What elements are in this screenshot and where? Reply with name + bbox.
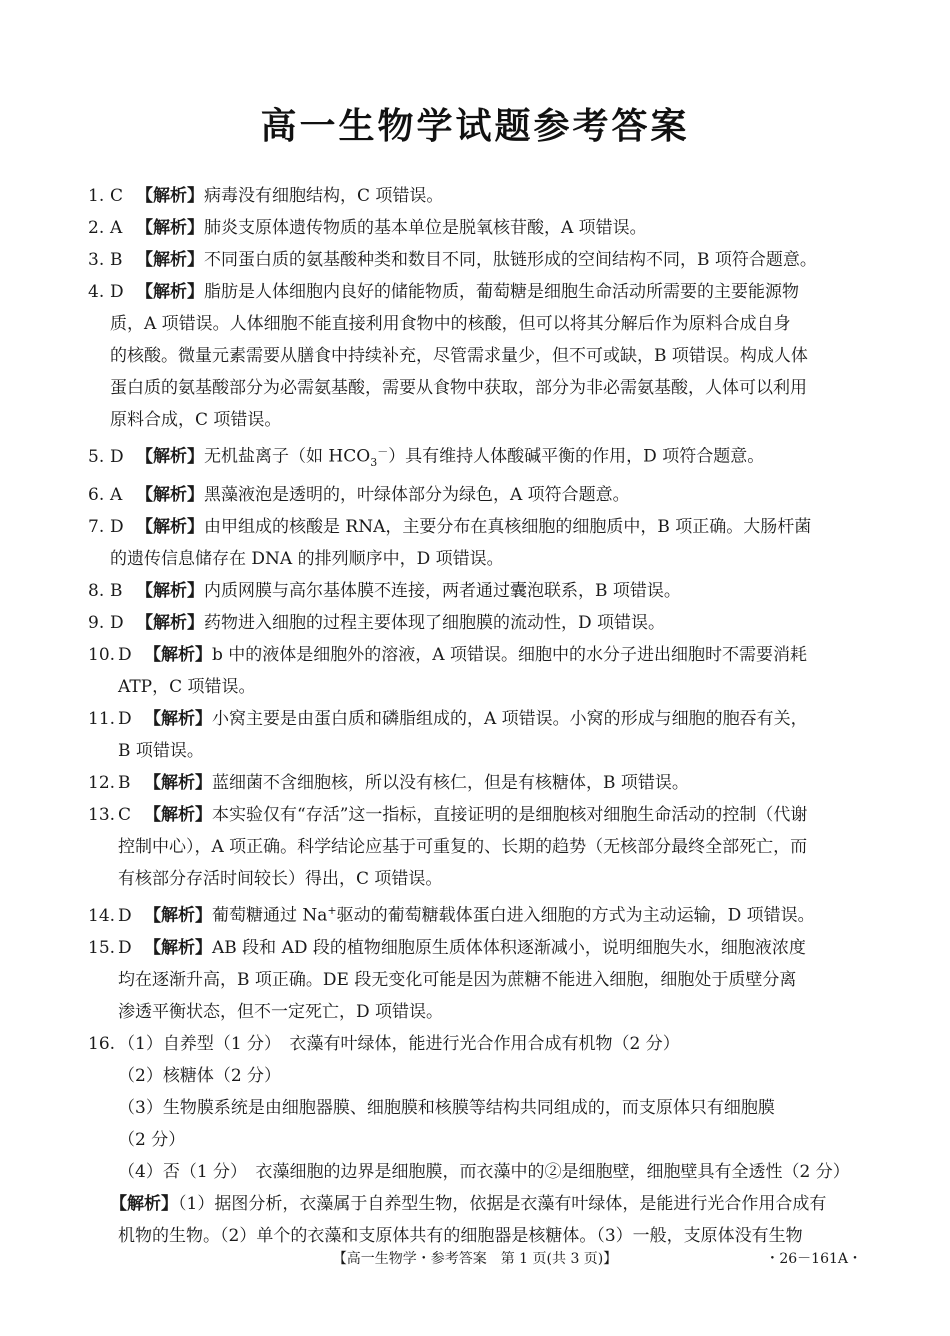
answer-letter: B bbox=[118, 773, 131, 794]
answer-letter: C bbox=[110, 186, 124, 206]
analysis-continuation: 有核部分存活时间较长）得出，C 项错误。 bbox=[118, 869, 443, 890]
question-number: 4. bbox=[88, 282, 105, 302]
analysis-tag: 【 解析 】 bbox=[144, 645, 212, 665]
analysis-tag: 【 解析 】 bbox=[136, 447, 204, 467]
analysis-continuation: 机物的生物。（2）单个的衣藻和支原体共有的细胞器是核糖体。（3）一般，支原体没有生物 bbox=[118, 1225, 803, 1246]
analysis-tag: 【 解析 】 bbox=[136, 613, 204, 633]
page-title: 高一生物学试题参考答案 bbox=[260, 106, 690, 147]
answer-letter: C bbox=[118, 805, 132, 826]
sub-answer: （1）自养型（1 分） 衣藻有叶绿体，能进行光合作用合成有机物（2 分） bbox=[118, 1033, 680, 1054]
question-number: 14. bbox=[88, 905, 116, 926]
analysis-text: 驱动的葡萄糖载体蛋白进入细胞的方式为主动运输，D 项错误。 bbox=[336, 905, 815, 926]
question-number: 8. bbox=[88, 581, 105, 602]
question-number: 12. bbox=[88, 773, 116, 794]
analysis-text: ）具有维持人体酸碱平衡的作用，D 项符合题意。 bbox=[388, 446, 765, 467]
analysis-tag: 【 解析 】 bbox=[110, 1194, 178, 1214]
question-number: 11. bbox=[88, 709, 116, 730]
answer-first-line bbox=[88, 575, 863, 607]
analysis-text: 脂肪是人体细胞内良好的储能物质，葡萄糖是细胞生命活动所需要的主要能源物 bbox=[204, 282, 799, 302]
analysis-text: 肺炎支原体遗传物质的基本单位是脱氧核苷酸，A 项错误。 bbox=[204, 218, 647, 238]
answer-letter: A bbox=[110, 218, 123, 238]
analysis-text: AB 段和 AD 段的植物细胞原生质体体积逐渐减小，说明细胞失水，细胞液浓度 bbox=[212, 937, 806, 958]
answer-item bbox=[88, 276, 863, 436]
answer-item bbox=[88, 639, 863, 703]
answer-first-line bbox=[88, 244, 863, 276]
analysis-text: 不同蛋白质的氨基酸种类和数目不同，肽链形成的空间结构不同，B 项符合题意。 bbox=[204, 250, 817, 270]
analysis-tag: 【 解析 】 bbox=[144, 906, 212, 926]
answer-item bbox=[88, 607, 863, 639]
answer-first-line bbox=[88, 767, 863, 799]
answer-letter: D bbox=[110, 613, 124, 634]
answer-letter: D bbox=[118, 905, 132, 926]
answer-item bbox=[88, 212, 863, 244]
answer-first-line bbox=[88, 703, 863, 735]
footer-code: ・26－161A・ bbox=[765, 1251, 862, 1267]
question-number: 9. bbox=[88, 613, 105, 634]
question-number: 10. bbox=[88, 645, 116, 666]
answer-item bbox=[88, 895, 863, 932]
analysis-continuation: 的核酸。微量元素需要从膳食中持续补充，尽管需求量少，但不可或缺，B 项错误。构成人体 bbox=[110, 346, 808, 366]
answer-item bbox=[88, 436, 863, 479]
answer-list bbox=[88, 180, 863, 1252]
analysis-continuation: 质，A 项错误。人体细胞不能直接利用食物中的核酸，但可以将其分解后作为原料合成自身 bbox=[110, 314, 791, 334]
answer-item bbox=[88, 703, 863, 767]
answer-letter: B bbox=[110, 581, 123, 602]
question-number: 3. bbox=[88, 250, 105, 270]
analysis-continuation: B 项错误。 bbox=[118, 741, 204, 762]
answer-first-line bbox=[88, 180, 863, 212]
answer-first-line bbox=[88, 212, 863, 244]
sub-answer: （2）核糖体（2 分） bbox=[118, 1065, 282, 1086]
analysis-text: 病毒没有细胞结构，C 项错误。 bbox=[204, 186, 444, 206]
analysis-text: 内质网膜与高尔基体膜不连接，两者通过囊泡联系，B 项错误。 bbox=[204, 581, 681, 602]
answer-letter: A bbox=[110, 485, 123, 506]
analysis-tag: 【 解析 】 bbox=[136, 517, 204, 537]
answer-first-line bbox=[88, 932, 863, 964]
analysis-text: （1）据图分析，衣藻属于自养型生物，依据是衣藻有叶绿体，是能进行光合作用合成有 bbox=[178, 1193, 827, 1214]
analysis-continuation: 均在逐渐升高，B 项正确。DE 段无变化可能是因为蔗糖不能进入细胞，细胞处于质壁分离 bbox=[118, 969, 797, 990]
answer-first-line bbox=[88, 607, 863, 639]
answer-first-line bbox=[88, 1028, 863, 1060]
question-number: 13. bbox=[88, 805, 116, 826]
answer-letter: D bbox=[118, 709, 132, 730]
question-number: 5. bbox=[88, 446, 105, 467]
answer-first-line bbox=[88, 479, 863, 511]
analysis-text: 葡萄糖通过 Na bbox=[212, 905, 328, 926]
analysis-tag: 【 解析 】 bbox=[136, 218, 204, 238]
analysis-text: 黑藻液泡是透明的，叶绿体部分为绿色，A 项符合题意。 bbox=[204, 485, 630, 506]
analysis-continuation: 控制中心），A 项正确。科学结论应基于可重复的、长期的趋势（无核部分最终全部死亡，而 bbox=[118, 837, 808, 858]
analysis-tag: 【 解析 】 bbox=[144, 938, 212, 958]
answer-item bbox=[88, 799, 863, 895]
question-number: 7. bbox=[88, 517, 105, 538]
analysis-text: 本实验仅有“存活”这一指标，直接证明的是细胞核对细胞生命活动的控制（代谢 bbox=[212, 805, 808, 826]
question-number: 16. bbox=[88, 1033, 116, 1054]
analysis-text: 无机盐离子（如 HCO bbox=[204, 446, 371, 467]
analysis-continuation: 渗透平衡状态，但不一定死亡，D 项错误。 bbox=[118, 1001, 444, 1022]
answer-item bbox=[88, 575, 863, 607]
answer-letter: D bbox=[110, 446, 124, 467]
analysis-text: 药物进入细胞的过程主要体现了细胞膜的流动性，D 项错误。 bbox=[204, 613, 666, 634]
analysis-continuation: 原料合成，C 项错误。 bbox=[110, 410, 282, 430]
analysis-text: 蓝细菌不含细胞核，所以没有核仁，但是有核糖体，B 项错误。 bbox=[212, 773, 689, 794]
answer-item bbox=[88, 244, 863, 276]
sub-answer: （3）生物膜系统是由细胞器膜、细胞膜和核膜等结构共同组成的，而支原体只有细胞膜 bbox=[118, 1097, 775, 1118]
question-number: 2. bbox=[88, 218, 105, 238]
answer-item bbox=[88, 511, 863, 575]
analysis-tag: 【 解析 】 bbox=[144, 805, 212, 825]
answer-first-line bbox=[88, 276, 863, 308]
analysis-continuation: 的遗传信息储存在 DNA 的排列顺序中，D 项错误。 bbox=[110, 549, 504, 570]
answer-item bbox=[88, 180, 863, 212]
answer-first-line bbox=[88, 895, 863, 932]
analysis-continuation: ATP，C 项错误。 bbox=[118, 677, 256, 698]
analysis-text: 小窝主要是由蛋白质和磷脂组成的，A 项错误。小窝的形成与细胞的胞吞有关， bbox=[212, 709, 808, 730]
answer-first-line bbox=[88, 799, 863, 831]
question-number: 15. bbox=[88, 937, 116, 958]
analysis-tag: 【 解析 】 bbox=[136, 581, 204, 601]
answer-item bbox=[88, 767, 863, 799]
analysis-tag: 【 解析 】 bbox=[136, 250, 204, 270]
sub-answer: （4）否（1 分） 衣藻细胞的边界是细胞膜，而衣藻中的②是细胞壁，细胞壁具有全透性（2 分） bbox=[118, 1161, 850, 1182]
sub-answer: （2 分） bbox=[118, 1129, 186, 1150]
question-number: 6. bbox=[88, 485, 105, 506]
superscript: － bbox=[377, 445, 389, 458]
answer-letter: D bbox=[118, 937, 132, 958]
analysis-text: 由甲组成的核酸是 RNA，主要分布在真核细胞的细胞质中，B 项正确。大肠杆菌 bbox=[204, 517, 812, 538]
answer-letter: B bbox=[110, 250, 123, 270]
answer-first-line bbox=[88, 511, 863, 543]
answer-letter: D bbox=[118, 645, 132, 666]
answer-letter: D bbox=[110, 517, 124, 538]
superscript: + bbox=[327, 904, 337, 918]
subscript: 3 bbox=[370, 456, 378, 470]
analysis-text: b 中的液体是细胞外的溶液，A 项错误。细胞中的水分子进出细胞时不需要消耗 bbox=[212, 645, 807, 666]
answer-item-16 bbox=[88, 1028, 863, 1252]
answer-item bbox=[88, 479, 863, 511]
analysis-tag: 【 解析 】 bbox=[144, 773, 212, 793]
analysis-16 bbox=[88, 1188, 863, 1220]
analysis-continuation: 蛋白质的氨基酸部分为必需氨基酸，需要从食物中获取，部分为非必需氨基酸，人体可以利用 bbox=[110, 378, 807, 398]
analysis-tag: 【 解析 】 bbox=[136, 485, 204, 505]
analysis-tag: 【 解析 】 bbox=[136, 282, 204, 302]
answer-item bbox=[88, 932, 863, 1028]
answer-first-line bbox=[88, 436, 863, 479]
question-number: 1. bbox=[88, 186, 105, 206]
footer-page-info: 【高一生物学・参考答案 第 1 页(共 3 页)】 bbox=[332, 1251, 618, 1267]
answer-letter: D bbox=[110, 282, 124, 302]
analysis-tag: 【 解析 】 bbox=[136, 186, 204, 206]
answer-first-line bbox=[88, 639, 863, 671]
analysis-tag: 【 解析 】 bbox=[144, 709, 212, 729]
